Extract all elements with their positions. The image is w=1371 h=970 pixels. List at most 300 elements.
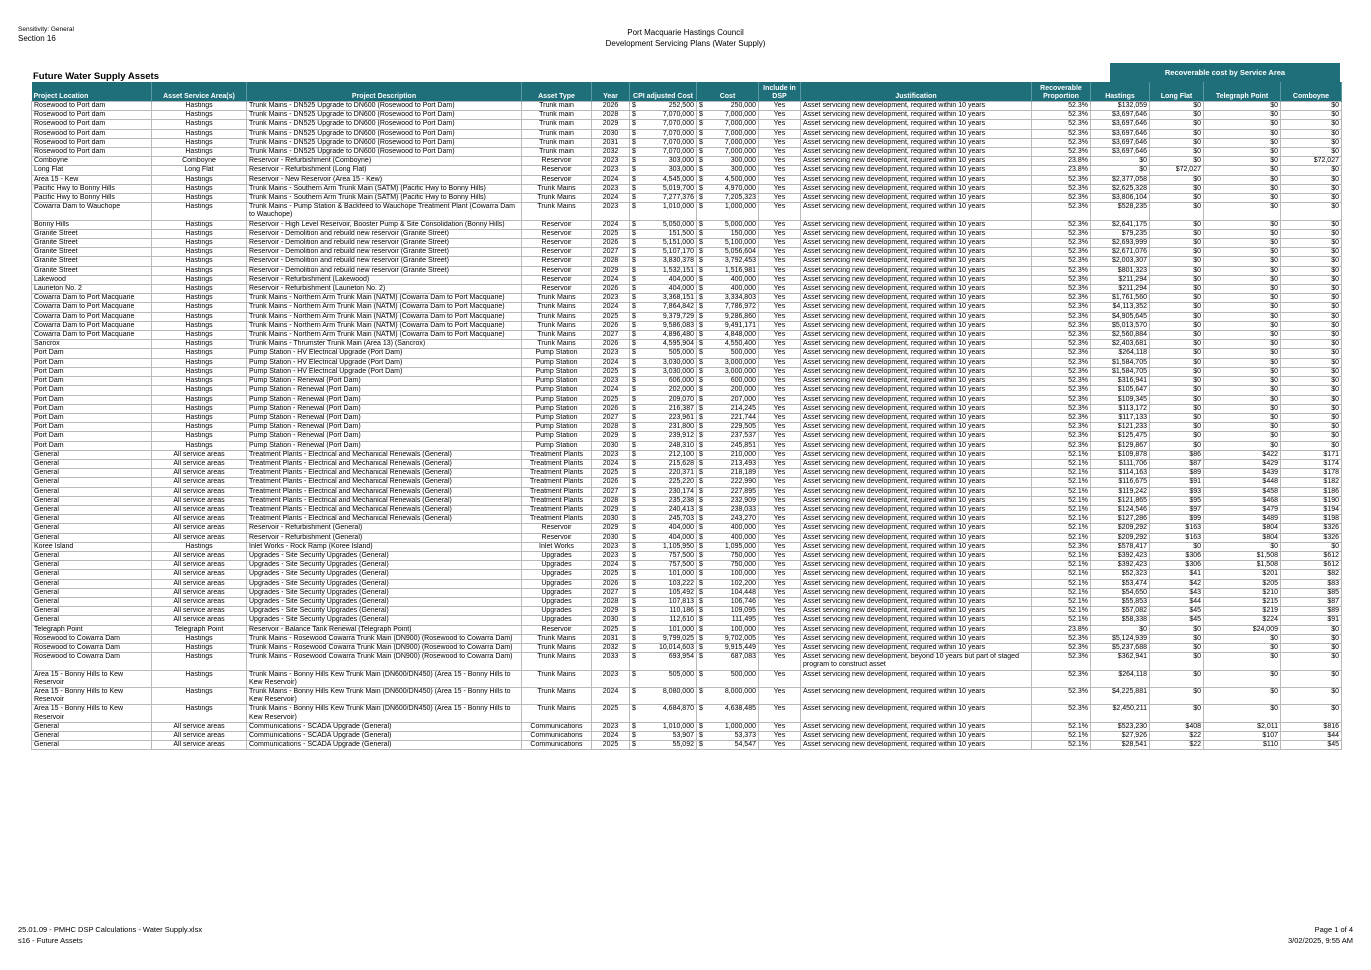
cell-hastings: $117,133: [1091, 413, 1150, 422]
amount-value: 404,000: [668, 285, 694, 293]
cell-type: Upgrades: [522, 597, 592, 606]
currency-symbol: $: [632, 120, 636, 128]
cell-cpi-cost: [630, 722, 697, 731]
cell-justification: Asset servicing new development, required within 10 years: [801, 129, 1032, 138]
cell-cost: [697, 184, 759, 193]
cell-proportion: 52.3%: [1032, 102, 1091, 111]
cell-include-dsp: Yes: [759, 303, 801, 312]
currency-symbol: $: [632, 312, 636, 320]
cell-year: 2026: [592, 404, 630, 413]
cell-justification: Asset servicing new development, required within 10 years: [801, 349, 1032, 358]
cell-cpi-cost: [630, 404, 697, 413]
cell-include-dsp: Yes: [759, 386, 801, 395]
cell-telegraph: $0: [1204, 257, 1281, 266]
amount-value: 5,050,000: [662, 220, 694, 228]
cell-service-area: Hastings: [152, 395, 247, 404]
cell-year: 2026: [592, 285, 630, 294]
cell-proportion: 52.3%: [1032, 349, 1091, 358]
cell-location: Rosewood to Port dam: [32, 102, 152, 111]
cell-service-area: Hastings: [152, 194, 247, 203]
cell-type: Treatment Plants: [522, 496, 592, 505]
cell-justification: Asset servicing new development, required within 10 years: [801, 450, 1032, 459]
cell-telegraph: $0: [1204, 358, 1281, 367]
currency-symbol: $: [699, 643, 703, 651]
currency-symbol: $: [632, 275, 636, 283]
cell-long-flat: $0: [1150, 303, 1204, 312]
cell-cost: [697, 459, 759, 468]
cell-service-area: Hastings: [152, 102, 247, 111]
cell-justification: Asset servicing new development, required within 10 years: [801, 229, 1032, 238]
cell-include-dsp: Yes: [759, 404, 801, 413]
table-row: [32, 505, 1342, 514]
cell-comboyne: $0: [1281, 111, 1342, 120]
cell-include-dsp: Yes: [759, 111, 801, 120]
cell-comboyne: $0: [1281, 634, 1342, 643]
table-row: [32, 257, 1342, 266]
col-header-year: Year: [592, 82, 630, 102]
cell-service-area: Hastings: [152, 229, 247, 238]
future-assets-table: [31, 82, 1342, 750]
cell-telegraph: $468: [1204, 496, 1281, 505]
cell-service-area: Hastings: [152, 239, 247, 248]
amount-value: 4,638,485: [724, 705, 756, 713]
cell-include-dsp: Yes: [759, 331, 801, 340]
cell-proportion: 52.3%: [1032, 441, 1091, 450]
cell-location: Comboyne: [32, 157, 152, 166]
cell-proportion: 52.3%: [1032, 194, 1091, 203]
currency-symbol: $: [632, 588, 636, 596]
amount-value: 4,848,000: [724, 331, 756, 339]
cell-service-area: Hastings: [152, 441, 247, 450]
amount-value: 248,310: [668, 441, 694, 449]
cell-description: Pump Station - Renewal (Port Dam): [247, 386, 522, 395]
cell-comboyne: $87: [1281, 597, 1342, 606]
amount-value: 214,245: [730, 404, 756, 412]
cell-location: Long Flat: [32, 166, 152, 175]
currency-symbol: $: [632, 203, 636, 211]
cell-year: 2028: [592, 257, 630, 266]
table-row: [32, 111, 1342, 120]
currency-symbol: $: [632, 670, 636, 678]
cell-service-area: Hastings: [152, 321, 247, 330]
cell-proportion: 52.3%: [1032, 542, 1091, 551]
cell-service-area: Hastings: [152, 653, 247, 670]
col-header-telegraph: Telegraph Point: [1204, 82, 1281, 102]
col-header-justification: Justification: [801, 82, 1032, 102]
cell-justification: Asset servicing new development, required within 10 years: [801, 266, 1032, 275]
cell-comboyne: $0: [1281, 395, 1342, 404]
cell-cpi-cost: [630, 120, 697, 129]
cell-service-area: Hastings: [152, 285, 247, 294]
cell-cpi-cost: [630, 487, 697, 496]
table-row: [32, 395, 1342, 404]
cell-description: Reservoir - Demolition and rebuild new reservoir (Granite Street): [247, 257, 522, 266]
cell-type: Trunk Mains: [522, 340, 592, 349]
cell-cpi-cost: [630, 478, 697, 487]
cell-proportion: 52.3%: [1032, 148, 1091, 157]
amount-value: 237,537: [730, 432, 756, 440]
currency-symbol: $: [699, 239, 703, 247]
cell-cpi-cost: [630, 266, 697, 275]
cell-description: Pump Station - Renewal (Port Dam): [247, 441, 522, 450]
cell-justification: Asset servicing new development, required within 10 years: [801, 643, 1032, 652]
cell-proportion: 52.3%: [1032, 129, 1091, 138]
cell-proportion: 52.3%: [1032, 386, 1091, 395]
cell-description: Pump Station - Renewal (Port Dam): [247, 432, 522, 441]
currency-symbol: $: [632, 175, 636, 183]
currency-symbol: $: [632, 404, 636, 412]
cell-type: Upgrades: [522, 588, 592, 597]
table-row: [32, 248, 1342, 257]
cell-type: Reservoir: [522, 625, 592, 634]
amount-value: 245,851: [730, 441, 756, 449]
amount-value: 9,702,005: [724, 634, 756, 642]
cell-service-area: Hastings: [152, 386, 247, 395]
amount-value: 500,000: [730, 670, 756, 678]
currency-symbol: $: [632, 248, 636, 256]
cell-long-flat: $0: [1150, 542, 1204, 551]
cell-type: Reservoir: [522, 157, 592, 166]
amount-value: 400,000: [730, 524, 756, 532]
cell-justification: Asset servicing new development, required within 10 years: [801, 625, 1032, 634]
cell-cpi-cost: [630, 616, 697, 625]
cell-telegraph: $0: [1204, 220, 1281, 229]
cell-telegraph: $0: [1204, 102, 1281, 111]
cell-comboyne: $0: [1281, 275, 1342, 284]
cell-justification: Asset servicing new development, required within 10 years: [801, 533, 1032, 542]
amount-value: 229,505: [730, 423, 756, 431]
cell-year: 2024: [592, 275, 630, 284]
amount-value: 111,495: [731, 616, 756, 624]
cell-telegraph: $0: [1204, 386, 1281, 395]
cell-year: 2025: [592, 367, 630, 376]
cell-description: Upgrades - Site Security Upgrades (General): [247, 616, 522, 625]
cell-cost: [697, 275, 759, 284]
amount-value: 1,000,000: [724, 722, 756, 730]
cell-long-flat: $0: [1150, 285, 1204, 294]
cell-justification: Asset servicing new development, required within 10 years: [801, 275, 1032, 284]
cell-telegraph: $0: [1204, 441, 1281, 450]
cell-description: Trunk Mains - DN525 Upgrade to DN600 (Rosewood to Port Dam): [247, 129, 522, 138]
cell-proportion: 52.1%: [1032, 616, 1091, 625]
currency-symbol: $: [632, 469, 636, 477]
cell-description: Trunk Mains - Bonny Hills Kew Trunk Main (DN600/DN450) (Area 15 - Bonny Hills to Kew Reservoir): [247, 688, 522, 705]
cell-service-area: Hastings: [152, 377, 247, 386]
cell-cost: [697, 148, 759, 157]
cell-type: Pump Station: [522, 441, 592, 450]
col-header-description: Project Description: [247, 82, 522, 102]
amount-value: 400,000: [730, 285, 756, 293]
cell-comboyne: $0: [1281, 129, 1342, 138]
table-row: [32, 148, 1342, 157]
amount-value: 5,107,170: [662, 248, 694, 256]
cell-type: Trunk Mains: [522, 203, 592, 220]
cell-location: Rosewood to Port dam: [32, 148, 152, 157]
amount-value: 8,000,000: [724, 688, 756, 695]
cell-telegraph: $422: [1204, 450, 1281, 459]
currency-symbol: $: [632, 229, 636, 237]
cell-description: Reservoir - Refurbishment (General): [247, 524, 522, 533]
cell-service-area: All service areas: [152, 469, 247, 478]
cell-telegraph: $0: [1204, 331, 1281, 340]
cell-telegraph: $0: [1204, 349, 1281, 358]
cell-proportion: 52.1%: [1032, 533, 1091, 542]
currency-symbol: $: [699, 607, 703, 615]
cell-location: Koree Island: [32, 542, 152, 551]
cell-type: Treatment Plants: [522, 459, 592, 468]
currency-symbol: $: [699, 340, 703, 348]
cell-year: 2030: [592, 129, 630, 138]
cell-long-flat: $0: [1150, 312, 1204, 321]
amount-value: 3,000,000: [724, 358, 756, 366]
cell-long-flat: $0: [1150, 148, 1204, 157]
cell-year: 2026: [592, 239, 630, 248]
cell-year: 2023: [592, 349, 630, 358]
cell-service-area: All service areas: [152, 607, 247, 616]
cell-long-flat: $0: [1150, 248, 1204, 257]
page-footer-left: [18, 924, 202, 946]
cell-proportion: 52.3%: [1032, 404, 1091, 413]
cell-location: General: [32, 741, 152, 750]
cell-type: Reservoir: [522, 533, 592, 542]
amount-value: 53,907: [672, 732, 694, 740]
cell-description: Trunk Mains - Southern Arm Trunk Main (SATM) (Pacific Hwy to Bonny Hills): [247, 184, 522, 193]
cell-year: 2030: [592, 533, 630, 542]
amount-value: 9,379,729: [662, 312, 694, 320]
currency-symbol: $: [699, 653, 703, 661]
cell-cost: [697, 487, 759, 496]
cell-year: 2024: [592, 732, 630, 741]
cell-location: Rosewood to Cowarra Dam: [32, 653, 152, 670]
cell-description: Treatment Plants - Electrical and Mechanical Renewals (General): [247, 496, 522, 505]
cell-long-flat: $95: [1150, 496, 1204, 505]
amount-value: 400,000: [730, 533, 756, 541]
cell-justification: Asset servicing new development, required within 10 years: [801, 175, 1032, 184]
currency-symbol: $: [699, 597, 703, 605]
cell-location: Rosewood to Cowarra Dam: [32, 643, 152, 652]
cell-justification: Asset servicing new development, required within 10 years: [801, 404, 1032, 413]
cell-long-flat: $163: [1150, 533, 1204, 542]
cell-service-area: Hastings: [152, 423, 247, 432]
currency-symbol: $: [699, 148, 703, 156]
cell-description: Pump Station - Renewal (Port Dam): [247, 413, 522, 422]
amount-value: 243,270: [730, 515, 756, 523]
cell-year: 2026: [592, 340, 630, 349]
cell-type: Trunk main: [522, 120, 592, 129]
cell-comboyne: $0: [1281, 625, 1342, 634]
cell-year: 2027: [592, 588, 630, 597]
cell-year: 2025: [592, 395, 630, 404]
cell-hastings: $528,235: [1091, 203, 1150, 220]
cell-hastings: $28,541: [1091, 741, 1150, 750]
cell-long-flat: $45: [1150, 607, 1204, 616]
cell-long-flat: $42: [1150, 579, 1204, 588]
cell-year: 2030: [592, 616, 630, 625]
amount-value: 200,000: [730, 386, 756, 394]
cell-cost: [697, 303, 759, 312]
cell-cost: [697, 248, 759, 257]
cell-comboyne: $182: [1281, 478, 1342, 487]
cell-cost: [697, 524, 759, 533]
cell-justification: Asset servicing new development, required within 10 years: [801, 478, 1032, 487]
table-row: [32, 275, 1342, 284]
cell-include-dsp: Yes: [759, 487, 801, 496]
cell-type: Upgrades: [522, 561, 592, 570]
cell-include-dsp: Yes: [759, 266, 801, 275]
cell-year: 2029: [592, 505, 630, 514]
cell-include-dsp: Yes: [759, 515, 801, 524]
cell-service-area: Hastings: [152, 266, 247, 275]
cell-description: Trunk Mains - Northern Arm Trunk Main (NATM) (Cowarra Dam to Port Macquarie): [247, 331, 522, 340]
cell-cpi-cost: [630, 533, 697, 542]
cell-hastings: $109,345: [1091, 395, 1150, 404]
currency-symbol: $: [632, 358, 636, 366]
cell-justification: Asset servicing new development, required within 10 years: [801, 331, 1032, 340]
cell-include-dsp: Yes: [759, 561, 801, 570]
amount-value: 4,550,400: [724, 340, 756, 348]
cell-telegraph: $0: [1204, 367, 1281, 376]
cell-include-dsp: Yes: [759, 705, 801, 722]
cell-hastings: $392,423: [1091, 561, 1150, 570]
currency-symbol: $: [632, 705, 636, 713]
cell-location: Port Dam: [32, 386, 152, 395]
cell-long-flat: $0: [1150, 184, 1204, 193]
cell-proportion: 52.1%: [1032, 607, 1091, 616]
cell-type: Reservoir: [522, 229, 592, 238]
cell-telegraph: $0: [1204, 111, 1281, 120]
currency-symbol: $: [632, 634, 636, 642]
cell-cpi-cost: [630, 358, 697, 367]
amount-value: 4,500,000: [724, 175, 756, 183]
cell-comboyne: $0: [1281, 705, 1342, 722]
cell-hastings: $0: [1091, 166, 1150, 175]
cell-include-dsp: Yes: [759, 597, 801, 606]
page-footer-right: [1288, 924, 1353, 946]
amount-value: 209,070: [668, 395, 694, 403]
cell-proportion: 52.3%: [1032, 643, 1091, 652]
cell-proportion: 52.1%: [1032, 524, 1091, 533]
cell-cost: [697, 120, 759, 129]
cell-type: Reservoir: [522, 275, 592, 284]
currency-symbol: $: [632, 111, 636, 119]
cell-description: Reservoir - Demolition and rebuild new reservoir (Granite Street): [247, 248, 522, 257]
cell-comboyne: $612: [1281, 551, 1342, 560]
cell-cpi-cost: [630, 203, 697, 220]
cell-cpi-cost: [630, 561, 697, 570]
cell-telegraph: $0: [1204, 294, 1281, 303]
cell-justification: Asset servicing new development, required within 10 years: [801, 395, 1032, 404]
currency-symbol: $: [632, 303, 636, 311]
cell-year: 2025: [592, 312, 630, 321]
cell-long-flat: $0: [1150, 395, 1204, 404]
cell-comboyne: $0: [1281, 312, 1342, 321]
currency-symbol: $: [632, 732, 636, 740]
cell-long-flat: $86: [1150, 450, 1204, 459]
cell-proportion: 23.8%: [1032, 625, 1091, 634]
cell-include-dsp: Yes: [759, 166, 801, 175]
cell-include-dsp: Yes: [759, 294, 801, 303]
table-row: [32, 487, 1342, 496]
cell-description: Pump Station - HV Electrical Upgrade (Port Dam): [247, 349, 522, 358]
cell-cost: [697, 741, 759, 750]
cell-location: Rosewood to Cowarra Dam: [32, 634, 152, 643]
currency-symbol: $: [632, 349, 636, 357]
cell-hastings: $2,625,328: [1091, 184, 1150, 193]
table-row: [32, 340, 1342, 349]
cell-year: 2023: [592, 542, 630, 551]
amount-value: 55,092: [672, 741, 694, 749]
cell-justification: Asset servicing new development, required within 10 years: [801, 570, 1032, 579]
amount-value: 750,000: [730, 561, 756, 569]
currency-symbol: $: [632, 579, 636, 587]
currency-symbol: $: [632, 570, 636, 578]
cell-description: Reservoir - Balance Tank Renewal (Telegraph Point): [247, 625, 522, 634]
cell-hastings: $2,450,211: [1091, 705, 1150, 722]
cell-include-dsp: Yes: [759, 102, 801, 111]
cell-proportion: 52.3%: [1032, 413, 1091, 422]
cell-service-area: Hastings: [152, 184, 247, 193]
cell-justification: Asset servicing new development, required within 10 years: [801, 184, 1032, 193]
table-row: [32, 239, 1342, 248]
amount-value: 1,095,000: [724, 542, 756, 550]
amount-value: 303,000: [668, 166, 694, 174]
cell-type: Treatment Plants: [522, 515, 592, 524]
cell-justification: Asset servicing new development, required within 10 years: [801, 515, 1032, 524]
table-row: [32, 367, 1342, 376]
cell-justification: Asset servicing new development, required within 10 years: [801, 220, 1032, 229]
cell-location: General: [32, 505, 152, 514]
cell-location: Port Dam: [32, 432, 152, 441]
cell-service-area: Hastings: [152, 120, 247, 129]
currency-symbol: $: [632, 722, 636, 730]
cell-cpi-cost: [630, 257, 697, 266]
cell-location: General: [32, 524, 152, 533]
cell-comboyne: $171: [1281, 450, 1342, 459]
currency-symbol: $: [699, 533, 703, 541]
cell-type: Upgrades: [522, 579, 592, 588]
cell-comboyne: $0: [1281, 331, 1342, 340]
currency-symbol: $: [632, 423, 636, 431]
section-label: Section 16: [18, 34, 56, 43]
amount-value: 4,970,000: [724, 184, 756, 192]
cell-cpi-cost: [630, 111, 697, 120]
amount-value: 101,000: [668, 570, 694, 578]
cell-comboyne: $612: [1281, 561, 1342, 570]
cell-cpi-cost: [630, 505, 697, 514]
table-row: [32, 413, 1342, 422]
cell-description: Upgrades - Site Security Upgrades (General): [247, 579, 522, 588]
cell-long-flat: $0: [1150, 653, 1204, 670]
cell-hastings: $3,697,646: [1091, 120, 1150, 129]
cell-long-flat: $0: [1150, 625, 1204, 634]
cell-location: Sancrox: [32, 340, 152, 349]
cell-hastings: $121,865: [1091, 496, 1150, 505]
cell-service-area: Hastings: [152, 688, 247, 705]
cell-cost: [697, 413, 759, 422]
cell-justification: Asset servicing new development, required within 10 years: [801, 588, 1032, 597]
amount-value: 600,000: [730, 377, 756, 385]
cell-service-area: Hastings: [152, 340, 247, 349]
table-row: [32, 166, 1342, 175]
cell-location: Area 15 - Bonny Hills to Kew Reservoir: [32, 670, 152, 687]
table-row: [32, 294, 1342, 303]
amount-value: 757,500: [668, 551, 694, 559]
cell-year: 2024: [592, 220, 630, 229]
cell-service-area: Hastings: [152, 349, 247, 358]
cell-type: Pump Station: [522, 432, 592, 441]
table-row: [32, 331, 1342, 340]
cell-cost: [697, 102, 759, 111]
